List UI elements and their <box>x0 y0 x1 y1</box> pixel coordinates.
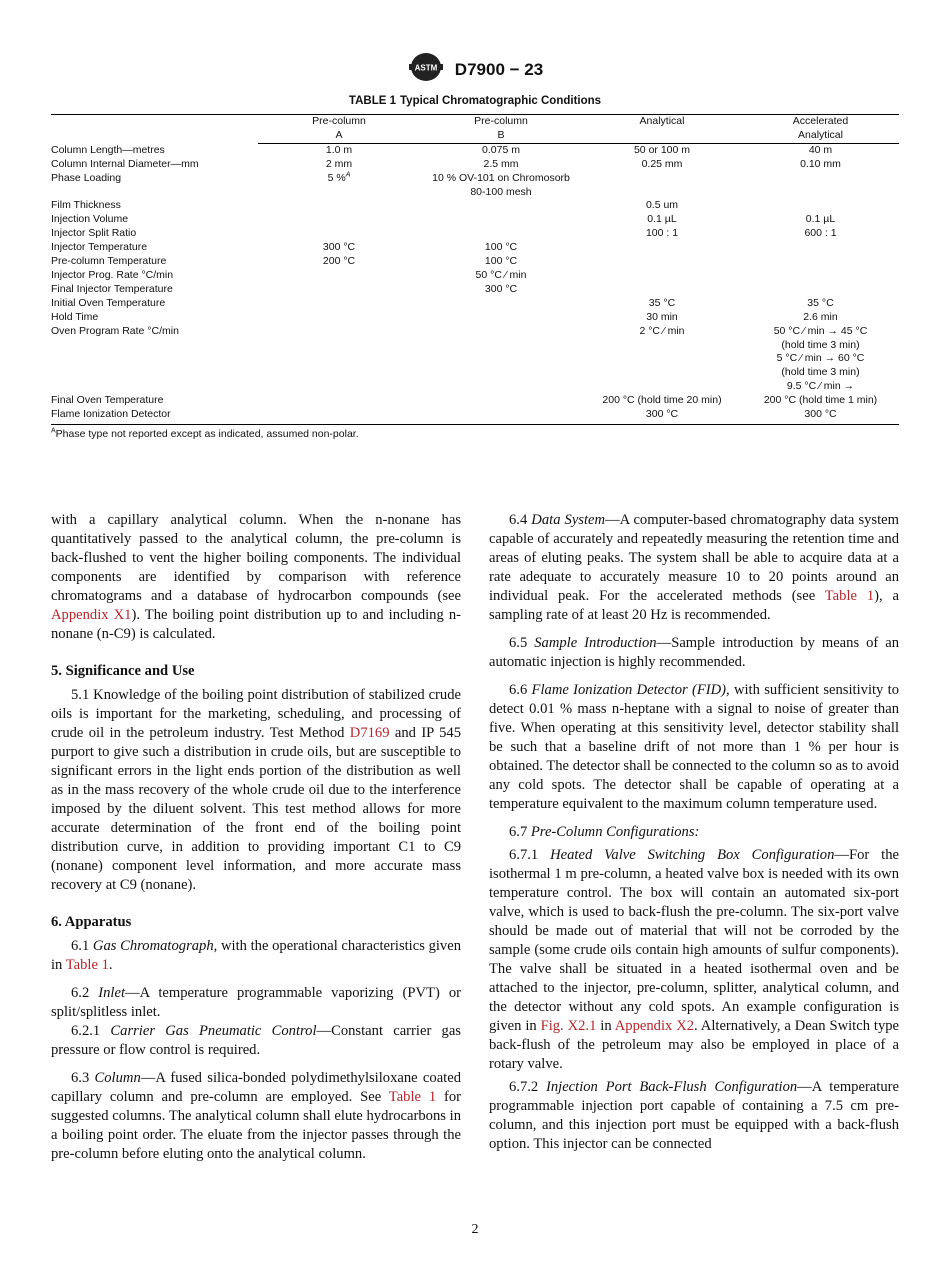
table-footnote <box>51 428 359 440</box>
section-5-heading: 5. Significance and Use <box>51 663 195 679</box>
paragraph-6-7-2: 6.7.2 Injection Port Back-Flush Configuration—A temperature programmable injection port capable of containing a 7.5 cm pre-column, and this injection port must be equipped with a back-flush option. This injector can be connected <box>489 1079 899 1152</box>
table-row <box>51 255 899 269</box>
table-cell: 30 min <box>646 310 678 323</box>
table-row-label: Hold Time <box>51 310 99 323</box>
table-cell <box>582 352 742 366</box>
table-cell: 0.10 mm <box>800 157 841 170</box>
table-label: TABLE 1 <box>348 95 396 107</box>
table-cell <box>742 269 899 283</box>
table-row-label: Final Injector Temperature <box>51 282 173 295</box>
table-row-label: Injector Split Ratio <box>51 227 137 240</box>
table-cell <box>258 186 420 200</box>
table-cell <box>582 186 742 200</box>
table-cell: 50 °C ⁄ min <box>475 268 527 281</box>
table-cell <box>582 283 742 297</box>
table-cell: 1.0 m <box>325 143 353 156</box>
paragraph-6-7: 6.7 Pre-Column Configurations: <box>509 824 700 840</box>
paragraph-6-1: 6.1 Gas Chromatograph, with the operational characteristics given in Table 1. <box>51 938 461 973</box>
table-row <box>51 311 899 325</box>
table-cell <box>582 380 742 394</box>
document-designation: D7900 − 23 <box>454 59 544 79</box>
table-cell: 2 mm <box>325 157 353 170</box>
left-text-column <box>51 511 461 1164</box>
paragraph-6-4: 6.4 Data System—A computer-based chromatography data system capable of accurately and repeatedly measuring the retention time and areas of eluting peaks. The system shall be able to acquire data at a rate adequate to accurately measure 10 to 20 points around an individual peak. For the accelerated methods (see Table 1), a sampling rate of at least 20 Hz is recommended. <box>489 512 899 623</box>
table-header-cell: B <box>420 129 582 143</box>
table-cell <box>420 339 582 353</box>
table-header-cell: Accelerated <box>792 115 849 127</box>
table-cell: 5 %$^A$ <box>327 171 351 184</box>
astm-logo-icon <box>407 52 445 87</box>
table-cell: 0.1 µL <box>805 213 836 226</box>
table-row <box>51 408 899 424</box>
page-header <box>0 52 950 87</box>
table-row <box>51 158 899 172</box>
table-cell: 100 °C <box>484 255 518 268</box>
table-cell <box>258 227 420 241</box>
table-cell <box>742 172 899 186</box>
table-cell <box>582 255 742 269</box>
table-cell: 2 °C ⁄ min <box>639 324 685 337</box>
table-row-label: Column Length—metres <box>51 143 165 156</box>
paragraph-6-2: 6.2 Inlet—A temperature programmable vaporizing (PVT) or split/splitless inlet. <box>51 985 461 1020</box>
table-cell <box>742 186 899 200</box>
table-cell: 5 °C ⁄ min → 60 °C <box>776 352 865 365</box>
table-row-label <box>51 352 258 366</box>
table-cell: 2.6 min <box>803 310 838 323</box>
table-cell <box>258 352 420 366</box>
table-row <box>51 352 899 366</box>
paragraph-intro: with a capillary analytical column. When the n-nonane has quantitatively passed to the analytical column, the pre-column is back-flushed to vent the higher boiling components. The individual components are identified by comparison with reference chromatograms and a database of hydrocarbon compounds (see Appendix X1). The boiling point distribution up to and including n-nonane (n-C9) is calculated. <box>51 512 461 642</box>
table-row <box>51 186 899 200</box>
table-cell <box>420 297 582 311</box>
table-title-text: Typical Chromatographic Conditions <box>400 95 602 107</box>
table-cell <box>258 325 420 339</box>
table-cell <box>420 199 582 213</box>
table-cell <box>258 366 420 380</box>
table-row-label <box>51 339 258 353</box>
table-row <box>51 325 899 339</box>
table-cell: 200 °C (hold time 20 min) <box>602 394 722 407</box>
footnote-marker: A <box>51 427 56 435</box>
table-cell <box>420 394 582 408</box>
section-6-heading: 6. Apparatus <box>51 914 132 930</box>
paragraph-6-3: 6.3 Column—A fused silica-bonded polydimethylsiloxane coated capillary column and pre-column are employed. See Table 1 for suggested columns. The analytical column shall elute hydrocarbons in a boiling point order. The eluate from the injector passes through the pre-column before eluting onto the analytical column. <box>51 1070 461 1162</box>
table-row-label: Film Thickness <box>51 199 121 212</box>
table-row-label: Injector Temperature <box>51 241 148 254</box>
table-cell: 40 m <box>808 143 833 156</box>
table-row <box>51 339 899 353</box>
table-1-link[interactable]: Table 1 <box>388 1089 437 1105</box>
table-row-label: Initial Oven Temperature <box>51 296 166 309</box>
table-cell: 300 °C <box>322 241 356 254</box>
footnote-text: Phase type not reported except as indicated, assumed non-polar. <box>55 428 359 440</box>
table-cell <box>258 269 420 283</box>
table-cell: 600 : 1 <box>804 227 837 240</box>
table-row-label: Injection Volume <box>51 213 129 226</box>
table-cell: 35 °C <box>648 296 676 309</box>
table-row <box>51 213 899 227</box>
table-row <box>51 366 899 380</box>
table-cell: 200 °C (hold time 1 min) <box>763 394 878 407</box>
table-header-cell: Pre-column <box>474 115 528 127</box>
table-cell <box>742 283 899 297</box>
table-cell: 200 °C <box>322 255 356 268</box>
table-cell: 0.075 m <box>482 143 520 156</box>
table-cell: 10 % OV-101 on Chromosorb <box>432 171 570 184</box>
table-header-cell: Analytical <box>639 115 685 127</box>
table-1-link[interactable]: Table 1 <box>65 957 109 973</box>
table-cell: 0.1 µL <box>647 213 677 226</box>
table-cell <box>420 408 582 424</box>
table-row-label: Final Oven Temperature <box>51 394 164 407</box>
table-cell: 80-100 mesh <box>470 185 532 198</box>
table-row <box>51 143 899 157</box>
table-cell <box>582 366 742 380</box>
fig-x2-1-link[interactable]: Fig. X2.1 <box>540 1018 597 1034</box>
paragraph-6-5: 6.5 Sample Introduction—Sample introduction by means of an automatic injection is highly recommended. <box>489 635 900 670</box>
table-cell <box>258 283 420 297</box>
table-cell: 35 °C <box>807 296 834 309</box>
table-cell <box>420 213 582 227</box>
table-header-cell: A <box>258 129 420 143</box>
table-cell <box>582 269 742 283</box>
paragraph-5-1: 5.1 Knowledge of the boiling point distribution of stabilized crude oils is important for the marketing, scheduling, and processing of crude oil in the petroleum industry. Test Method D7169 and IP 545 purport to give such a distribution in crude oils, but are susceptible to significant errors in the light ends portion of the distribution as well as in the mass recovery of the whole crude oil due to the interference imposed by the diluent solvent. This test method allows for more accurate determination of the front end of the boiling point distribution curve, in addition to providing important C1 to C9 (nonane) component level information, and more accurate mass recovery at C9 (nonane). <box>51 687 461 893</box>
table-1-link[interactable]: Table 1 <box>824 588 875 604</box>
d7169-link[interactable]: D7169 <box>349 725 390 741</box>
table-cell <box>258 311 420 325</box>
table-header-cell: Analytical <box>742 129 899 143</box>
table-row <box>51 283 899 297</box>
table-row-label <box>51 366 258 380</box>
table-cell <box>582 339 742 353</box>
table-header-cell <box>51 129 258 143</box>
table-row <box>51 241 899 255</box>
table-row <box>51 269 899 283</box>
paragraph-6-7-1: 6.7.1 Heated Valve Switching Box Configuration—For the isothermal 1 m pre-column, a heated valve box is needed with its own temperature control. The box will contain an automated six-port valve, which is used to back-flush the pre-column. The six-port valve should be made out of material that will not be corroded by the sample (some crude oils contain high amounts of sulfur components). The valve shall be situated in a heated isothermal oven and be attached to the injector, pre-column, splitter, analytical column, and the detector without any cold spots. An example configuration is given in Fig. X2.1 in Appendix X2. Alternatively, a Dean Switch type back-flush of the petroleum may also be employed in place of a rotary valve. <box>489 847 900 1072</box>
table-cell: (hold time 3 min) <box>781 338 860 351</box>
table-cell <box>258 297 420 311</box>
appendix-x1-link[interactable]: Appendix X1 <box>51 607 132 623</box>
paragraph-6-2-1: 6.2.1 Carrier Gas Pneumatic Control—Constant carrier gas pressure or flow control is required. <box>51 1023 461 1058</box>
table-cell: 2.5 mm <box>483 157 519 170</box>
table-header-cell <box>582 129 742 143</box>
table-header-cell <box>51 115 258 129</box>
table-cell <box>582 172 742 186</box>
chromatographic-conditions-table <box>51 114 899 425</box>
table-cell: 300 °C <box>742 408 899 424</box>
table-row <box>51 394 899 408</box>
table-row-label <box>51 186 258 200</box>
table-row-label: Phase Loading <box>51 171 122 184</box>
table-row <box>51 380 899 394</box>
table-cell <box>420 380 582 394</box>
table-cell: 50 °C ⁄ min → 45 °C <box>773 324 868 337</box>
table-row <box>51 172 899 186</box>
table-row-label: Column Internal Diameter—mm <box>51 157 199 170</box>
table-cell <box>742 255 899 269</box>
table-cell <box>742 199 899 213</box>
table-cell <box>420 366 582 380</box>
table-row-label: Pre-column Temperature <box>51 255 167 268</box>
table-cell <box>420 227 582 241</box>
table-row-label <box>51 380 258 394</box>
table-cell: (hold time 3 min) <box>781 366 860 379</box>
table-header-row <box>51 129 899 143</box>
footnote-marker: A <box>345 171 351 179</box>
table-row-label: Oven Program Rate °C/min <box>51 324 179 337</box>
table-cell <box>420 352 582 366</box>
table-cell <box>258 339 420 353</box>
table-cell <box>258 213 420 227</box>
table-cell: 50 or 100 m <box>633 143 691 156</box>
table-header-row <box>51 115 899 129</box>
table-cell: 9.5 °C ⁄ min → <box>786 380 855 393</box>
table-body <box>51 143 899 424</box>
table-cell <box>258 380 420 394</box>
table-cell: 0.25 mm <box>641 157 683 170</box>
appendix-x2-link[interactable]: Appendix X2 <box>614 1018 695 1034</box>
table-cell: 100 : 1 <box>645 227 679 240</box>
table-row <box>51 297 899 311</box>
table-cell <box>742 241 899 255</box>
table-row <box>51 227 899 241</box>
page-number: 2 <box>471 1222 479 1237</box>
table-cell: 100 °C <box>484 241 518 254</box>
table-row-label: Flame Ionization Detector <box>51 408 258 424</box>
table-title <box>0 95 950 107</box>
table-header-cell: Pre-column <box>312 115 366 127</box>
table-cell <box>258 394 420 408</box>
paragraph-6-6: 6.6 Flame Ionization Detector (FID), with sufficient sensitivity to detect 0.01 % mass n-heptane with a signal to noise of greater than five. When operating at this sensitivity level, detector stability shall be such that a baseline drift of not more than 1 % per hour is obtained. The detector shall be connected to the column so as to avoid any cold spots. The detector shall be capable of operating at a temperature equivalent to the maximum column temperature used. <box>489 682 899 812</box>
table-cell: 300 °C <box>582 408 742 424</box>
table-cell <box>258 199 420 213</box>
table-cell <box>420 325 582 339</box>
table-row-label: Injector Prog. Rate °C/min <box>51 268 174 281</box>
table-cell: 300 °C <box>484 282 518 295</box>
right-text-column <box>489 511 899 1154</box>
table-row <box>51 199 899 213</box>
table-cell <box>420 311 582 325</box>
table-cell <box>582 241 742 255</box>
svg-text:ASTM: ASTM <box>414 63 438 73</box>
table-cell <box>258 408 420 424</box>
table-cell: 0.5 um <box>645 199 679 212</box>
